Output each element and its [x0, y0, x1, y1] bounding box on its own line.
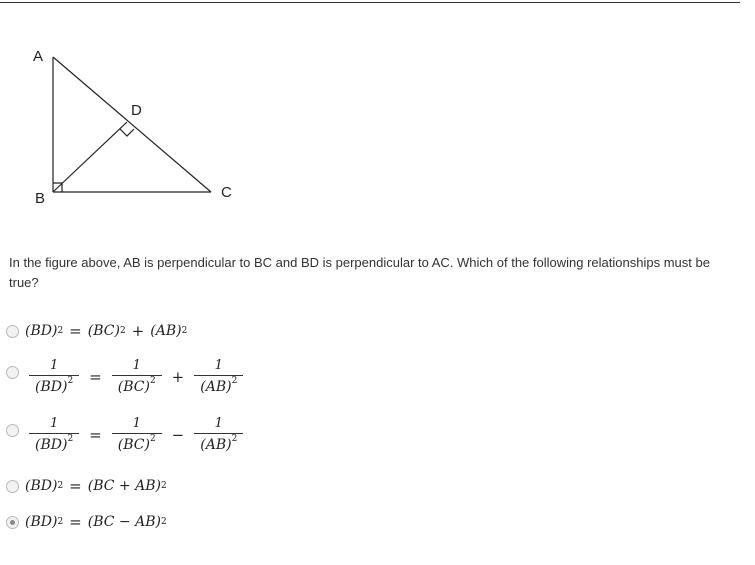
label-b: B — [35, 190, 46, 207]
radio-button-selected[interactable] — [6, 516, 19, 529]
label-a: A — [33, 48, 44, 65]
side-ac — [53, 57, 211, 192]
radio-button[interactable] — [6, 480, 19, 493]
question-text: In the figure above, AB is perpendicular to BC and BD is perpendicular to AC. Which of the following relationships must be true? — [9, 255, 710, 290]
answer-option-3[interactable] — [6, 416, 247, 453]
answer-expression: (BD) 2 = (BC − AB) 2 — [25, 513, 167, 531]
answer-option-1[interactable] — [6, 322, 187, 340]
triangle-figure — [0, 0, 755, 230]
answer-option-4[interactable] — [6, 477, 167, 495]
answer-expression: $\frac{1}{(BD)^2}$ = $\frac{1}{(BC)^2}$ + $\frac{1}{(AB)^2}$ — [25, 358, 247, 395]
label-c: C — [221, 184, 232, 201]
label-d: D — [131, 102, 142, 119]
answer-expression: (BD) 2 = (BC) 2 + (AB) 2 — [25, 322, 188, 340]
answer-option-5[interactable] — [6, 513, 167, 531]
radio-button[interactable] — [6, 325, 19, 338]
segment-bd — [53, 122, 127, 192]
answer-option-2[interactable] — [6, 358, 247, 395]
right-angle-mark-d — [120, 129, 134, 136]
answer-expression: $\frac{1}{(BD)^2}$ = $\frac{1}{(BC)^2}$ − $\frac{1}{(AB)^2}$ — [25, 416, 247, 453]
answer-expression: (BD) 2 = (BC + AB) 2 — [25, 477, 167, 495]
radio-button[interactable] — [6, 366, 19, 379]
radio-button[interactable] — [6, 424, 19, 437]
